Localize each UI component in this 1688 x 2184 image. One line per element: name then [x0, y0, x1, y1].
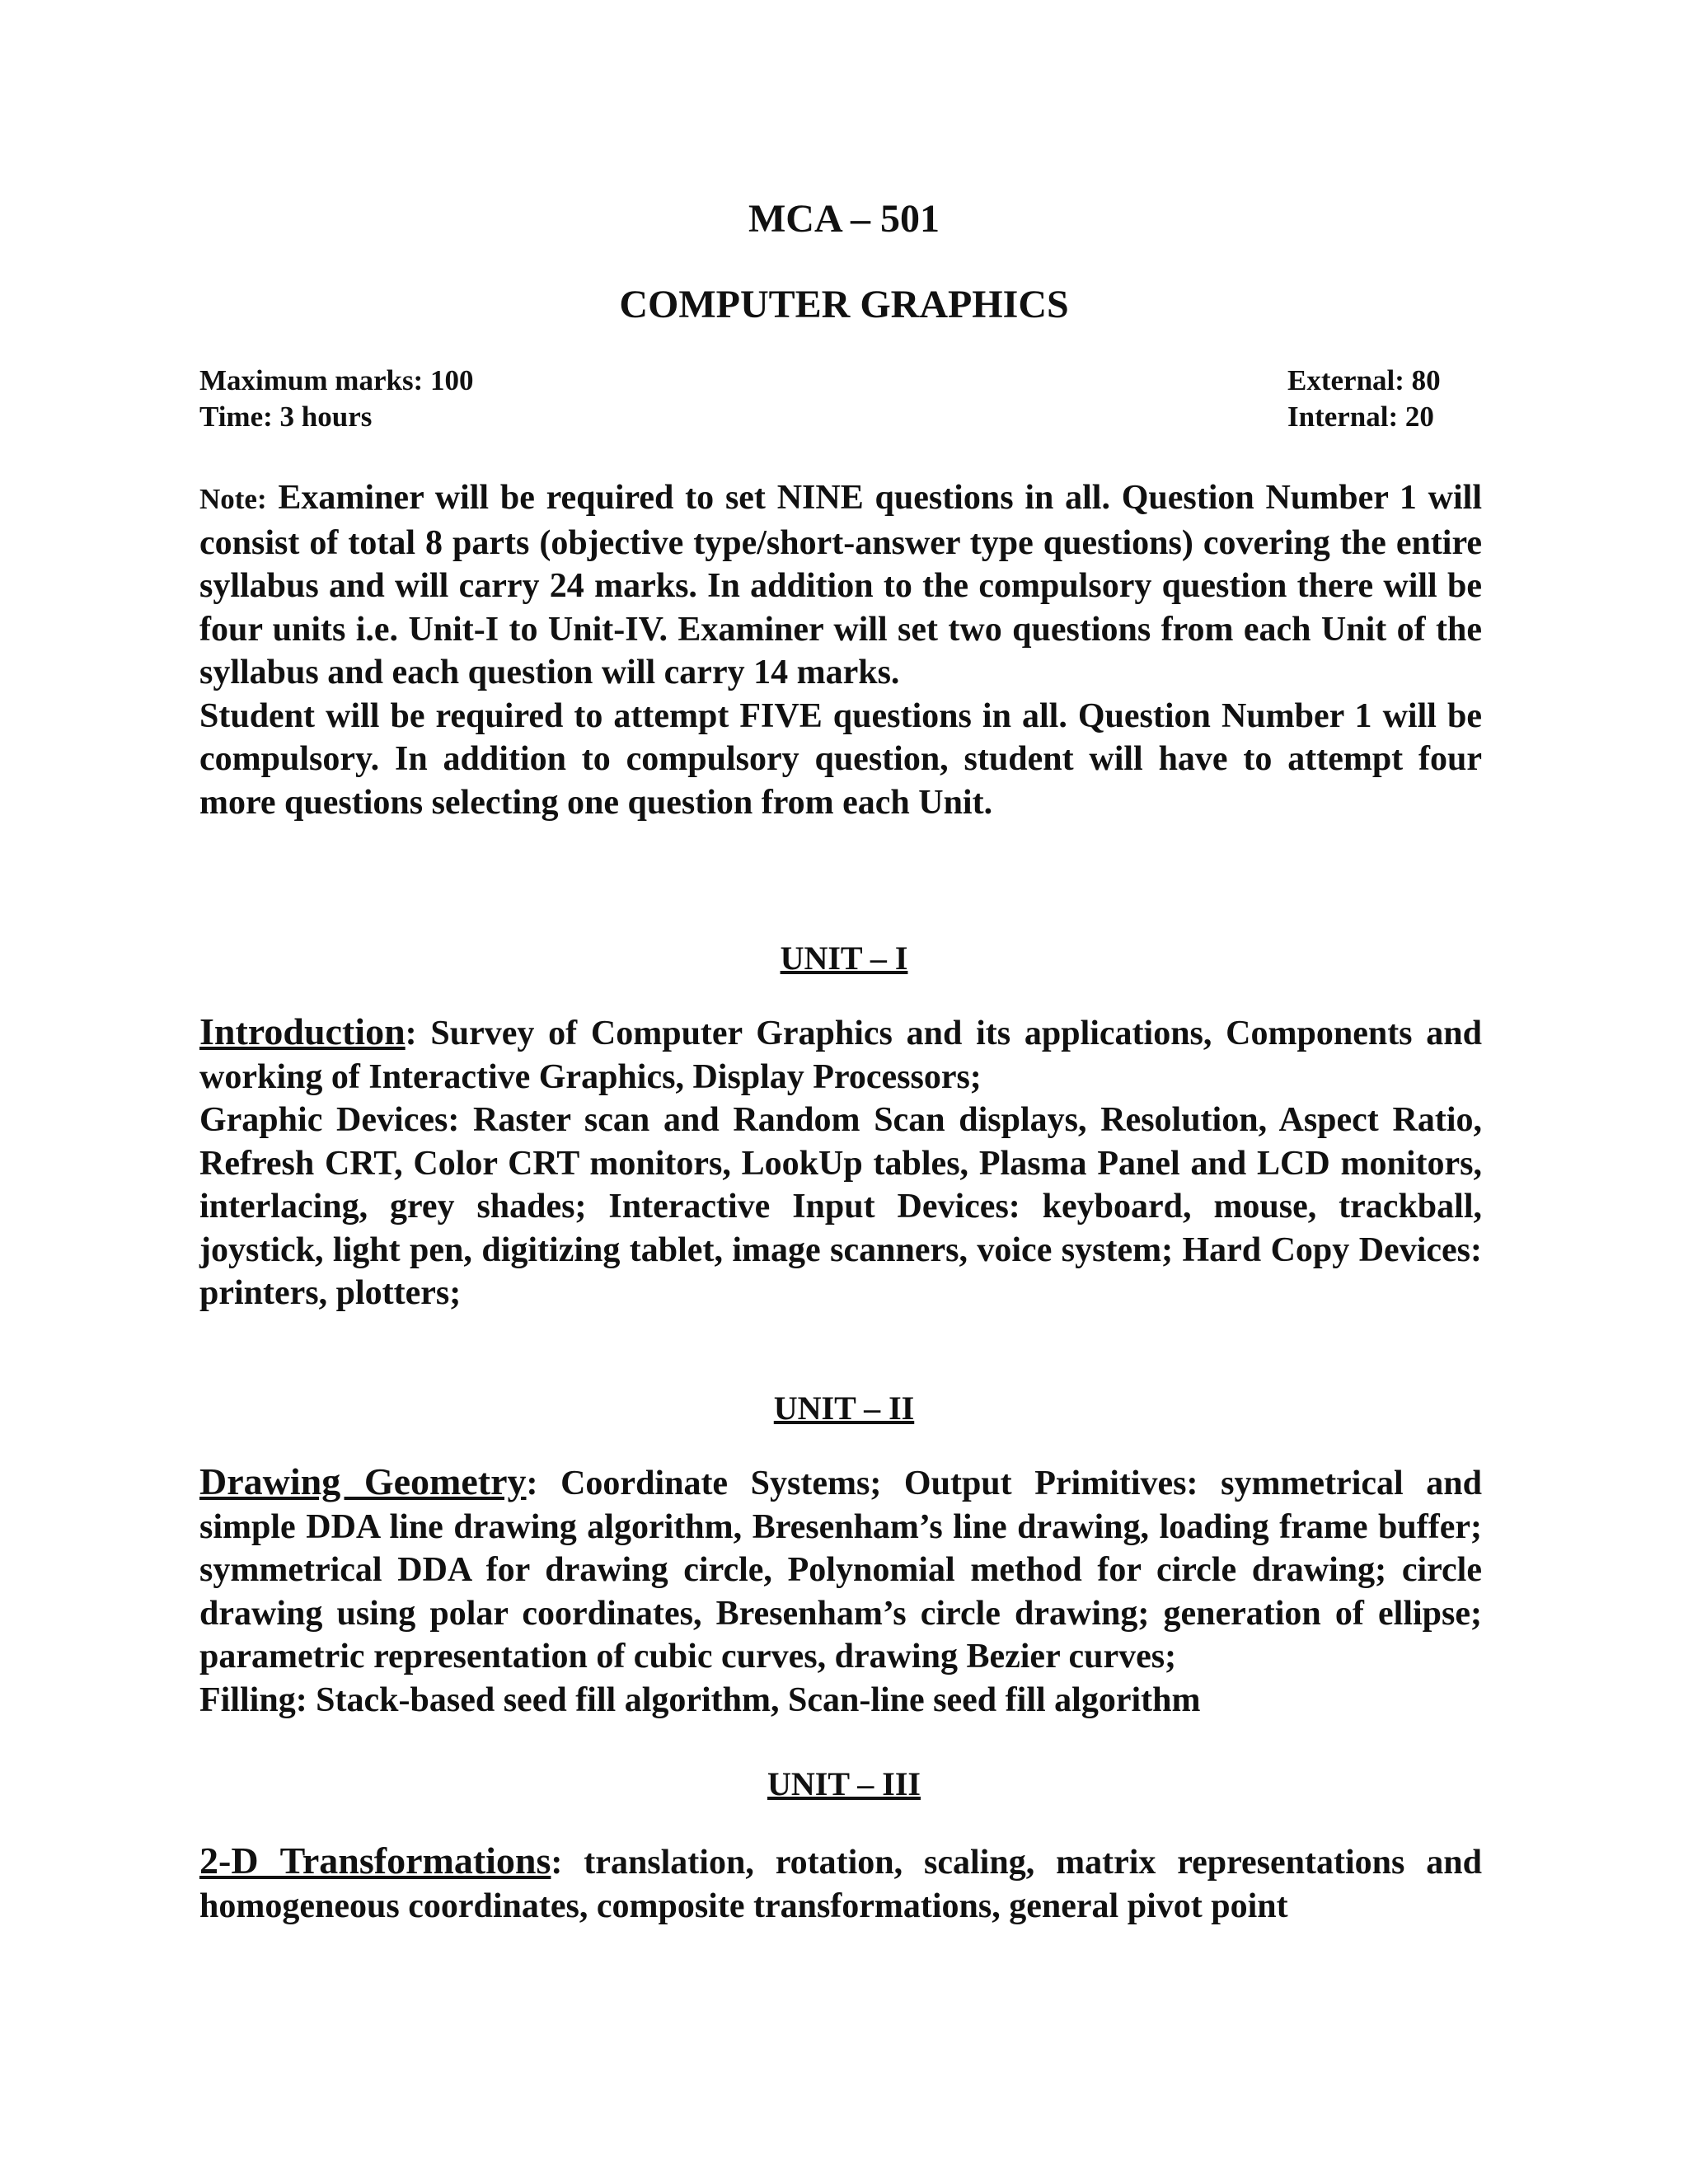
unit-2-filling: Filling: Stack-based seed fill algorithm, Scan-line seed fill algorithm [199, 1680, 1201, 1719]
attempt-instructions: Student will be required to attempt FIVE questions in all. Question Number 1 will be compulsory. In addition to compulsory question, student will have to attempt four more questions selecting one question from each Unit. [199, 696, 1482, 822]
unit-2-content [199, 1460, 1482, 1722]
unit-1-text: : Survey of Computer Graphics and its applications, Components and working of Interactive Graphics, Display Processors; [199, 1015, 1482, 1096]
course-title: COMPUTER GRAPHICS [619, 283, 1069, 326]
unit-1-content [199, 1010, 1482, 1315]
marks-time-block [199, 363, 473, 435]
unit-3-topic: 2-D Transformations [199, 1840, 551, 1882]
unit-3-paragraph [199, 1840, 1482, 1928]
unit-1-heading: UNIT – I [780, 940, 908, 977]
note-text: Examiner will be required to set NINE questions in all. Question Number 1 will consist of total 8 parts (objective type/short-answer type questions) covering the entire syllabus and will carry 24 marks. In addition to the compulsory question there will be four units i.e. Unit-I to Unit-IV. Examiner will set two questions from each Unit of the syllabus and each question will carry 14 marks. [199, 479, 1482, 691]
note-label: Note: [199, 483, 267, 515]
unit-1-paragraph [199, 1010, 1482, 1099]
unit-3-heading: UNIT – III [767, 1765, 921, 1802]
unit-1-devices: Graphic Devices: Raster scan and Random Scan displays, Resolution, Aspect Ratio, Refresh CRT, Color CRT monitors, LookUp tables, Plasma Panel and LCD monitors, interlacing, grey shades; Interactive Input Devices: keyboard, mouse, trackball, joystick, light pen, digitizing tablet, image scanners, voice system; Hard Copy Devices: printers, plotters; [199, 1101, 1482, 1312]
unit-2-heading: UNIT – II [773, 1390, 915, 1427]
unit-2-text: : Coordinate Systems; Output Primitives: symmetrical and simple DDA line drawing algorithm, Bresenham’s line drawing, loading frame buffer; symmetrical DDA for drawing circle, Polynomial method for circle drawing; circle drawing using polar coordinates, Bresenham’s circle drawing; generation of ellipse; parametric representation of cubic curves, drawing Bezier curves; [199, 1465, 1482, 1675]
unit-2-topic: Drawing Geometry [199, 1460, 527, 1502]
external-marks: External: 80 [1287, 364, 1441, 396]
course-code: MCA – 501 [748, 197, 940, 241]
note-section [199, 476, 1482, 824]
max-marks: Maximum marks: 100 [199, 364, 474, 396]
exam-time: Time: 3 hours [199, 401, 373, 433]
note-paragraph [199, 476, 1482, 695]
unit-1-topic: Introduction [199, 1010, 406, 1052]
unit-3-content [199, 1840, 1482, 1928]
unit-3-text: : translation, rotation, scaling, matrix representations and homogeneous coordinates, composite transformations, general pivot point [199, 1844, 1482, 1925]
internal-marks: Internal: 20 [1287, 401, 1434, 433]
external-internal-block [1287, 363, 1441, 435]
unit-2-paragraph [199, 1460, 1482, 1679]
